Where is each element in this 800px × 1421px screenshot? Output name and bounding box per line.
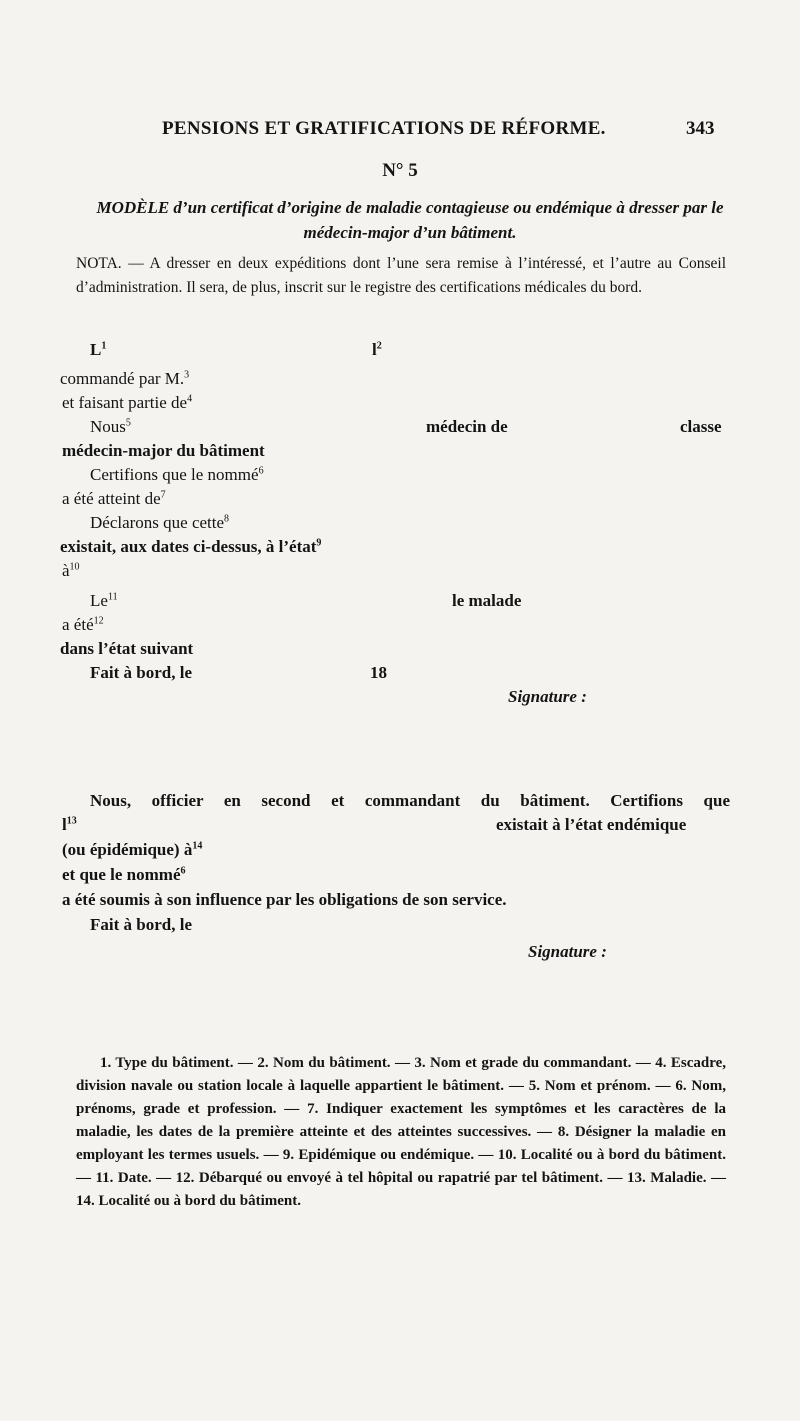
form-field-existait: existait, aux dates ci-dessus, à l’état$^9$ xyxy=(60,537,322,556)
form-field-commande: commandé par M.$^3$ xyxy=(60,369,190,388)
footnotes-text: 1. Type du bâtiment. — 2. Nom du bâtiment. — 3. Nom et grade du commandant. — 4. Escadre, division navale ou station locale à laquelle appartient le bâtiment. — 5. Nom et prénom. — 6. Nom, prénoms, grade et profession. — 7. Indiquer exactement les symptômes et les caractères de la maladie, les dates de la première atteinte et des atteintes successives. — 8. Désigner la maladie en employant les termes usuels. — 9. Epidémique ou endémique. — 10. Localité ou à bord du bâtiment. — 11. Date. — 12. Débarqué ou envoyé à tel hôpital ou rapatrié par tel bâtiment. — 13. Maladie. — 14. Localité ou à bord du bâtiment. xyxy=(76,1055,726,1209)
second-soumis: a été soumis à son influence par les obligations de son service. xyxy=(62,890,507,909)
form-field-atteint: a été atteint $de^7$ xyxy=(62,489,166,508)
form-field-l2: $l^2$ xyxy=(372,340,382,359)
form-signature: Signature : xyxy=(508,687,587,706)
second-existait-endemique: existait à l’état endémique xyxy=(496,815,687,834)
form-field-fait-a-bord: Fait à bord, le xyxy=(90,663,192,682)
second-l13: $l^{13}$ xyxy=(62,815,77,834)
form-field-dans-etat: dans l’état suivant xyxy=(60,639,194,658)
form-field-classe: classe xyxy=(680,417,722,436)
second-signature: Signature : xyxy=(528,942,607,961)
running-title: PENSIONS ET GRATIFICATIONS DE RÉFORME. xyxy=(162,118,606,139)
form-field-medecin-major: médecin-major du bâtiment xyxy=(62,441,265,460)
form-field-certifions: Certifions que le nommé$^6$ xyxy=(90,465,264,484)
form-field-le-malade: le malade xyxy=(452,591,522,610)
form-field-declarons: Déclarons que cette$^8$ xyxy=(90,513,230,532)
form-field-le-11: Le$^{11}$ xyxy=(90,591,118,610)
second-ou-epidemique: (ou épidémique) $à^{14}$ xyxy=(62,840,203,859)
form-field-a-ete-12: a été$^{12}$ xyxy=(62,615,104,634)
second-fait-a-bord: Fait à bord, le xyxy=(90,915,192,934)
page-number: 343 xyxy=(686,118,715,139)
model-title: MODÈLE d’un certificat d’origine de maladie contagieuse ou endémique à dresser par le médecin-major d’un bâtiment. xyxy=(96,198,724,242)
form-field-medecin-de: médecin de xyxy=(426,417,508,436)
form-number: N° 5 xyxy=(382,160,418,181)
form-field-faisant-partie: et faisant partie $de^4$ xyxy=(62,393,193,412)
nota-paragraph: NOTA. — A dresser en deux expéditions dont l’une sera remise à l’intéressé, et l’autre au Conseil d’administration. Il sera, de plus, inscrit sur le registre des certifications médicales du bord. xyxy=(76,255,726,296)
footnotes xyxy=(76,1052,726,1213)
second-et-que: et que le nommé$^6$ xyxy=(62,865,186,884)
form-field-nous: Nous$^5$ xyxy=(90,417,131,436)
form-field-l1: $L^1$ xyxy=(90,340,107,359)
second-nous-officier: Nous, officier en second et commandant du bâtiment. Certifions que xyxy=(90,791,730,810)
form-field-a-10: $à^{10}$ xyxy=(62,561,80,580)
form-field-year: 18 xyxy=(370,663,387,682)
